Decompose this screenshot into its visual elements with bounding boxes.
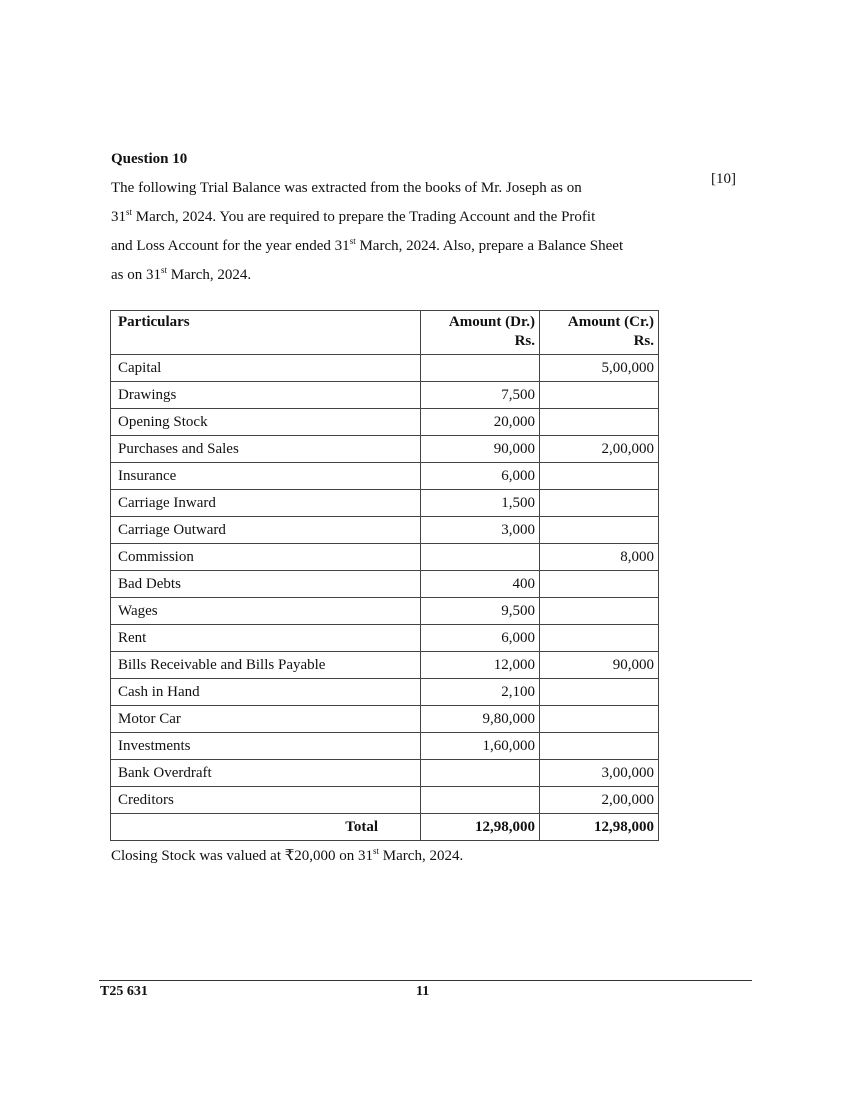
cell-particulars: Carriage Inward: [111, 490, 421, 517]
table-row: [111, 544, 659, 571]
header-amount-cr: Amount (Cr.) Rs.: [540, 311, 659, 355]
cell-particulars: Investments: [111, 733, 421, 760]
cell-amount-cr: [540, 463, 659, 490]
cell-amount-cr: [540, 733, 659, 760]
cell-amount-dr: 6,000: [421, 625, 540, 652]
cell-amount-dr: [421, 760, 540, 787]
cell-particulars: Cash in Hand: [111, 679, 421, 706]
cell-amount-dr: 400: [421, 571, 540, 598]
table-row: [111, 598, 659, 625]
table-row: [111, 787, 659, 814]
cell-amount-dr: 9,500: [421, 598, 540, 625]
table-row: [111, 652, 659, 679]
table-row: [111, 571, 659, 598]
cell-amount-dr: 3,000: [421, 517, 540, 544]
footer-divider: [99, 980, 752, 981]
header-amount-dr: Amount (Dr.) Rs.: [421, 311, 540, 355]
table-row: [111, 517, 659, 544]
question-paragraph: [111, 174, 671, 290]
cell-particulars: Purchases and Sales: [111, 436, 421, 463]
table-header-row: [111, 311, 659, 355]
table-row: [111, 409, 659, 436]
cell-particulars: Drawings: [111, 382, 421, 409]
paper-code: T25 631: [100, 984, 148, 999]
total-label: Total: [111, 814, 421, 841]
cell-amount-cr: 2,00,000: [540, 787, 659, 814]
marks-label: [10]: [711, 171, 736, 187]
para-line: The following Trial Balance was extracted from the books of Mr. Joseph as on: [111, 180, 582, 196]
cell-amount-dr: 1,60,000: [421, 733, 540, 760]
cell-particulars: Wages: [111, 598, 421, 625]
cell-particulars: Motor Car: [111, 706, 421, 733]
table-row: [111, 382, 659, 409]
cell-amount-cr: [540, 382, 659, 409]
cell-particulars: Creditors: [111, 787, 421, 814]
cell-particulars: Bank Overdraft: [111, 760, 421, 787]
cell-amount-dr: 9,80,000: [421, 706, 540, 733]
cell-amount-dr: 90,000: [421, 436, 540, 463]
header-particulars: Particulars: [111, 311, 421, 355]
cell-particulars: Insurance: [111, 463, 421, 490]
table-row: [111, 490, 659, 517]
page-number: 11: [416, 984, 430, 999]
cell-amount-cr: [540, 706, 659, 733]
closing-stock-note: Closing Stock was valued at ₹20,000 on 31st March, 2024.: [111, 846, 464, 864]
cell-amount-dr: 7,500: [421, 382, 540, 409]
table-row: [111, 706, 659, 733]
cell-amount-cr: 3,00,000: [540, 760, 659, 787]
total-dr: 12,98,000: [421, 814, 540, 841]
table-row: [111, 679, 659, 706]
table-row: [111, 436, 659, 463]
para-line: as on 31st March, 2024.: [111, 265, 252, 283]
trial-balance-table: [110, 310, 659, 841]
table-row: [111, 733, 659, 760]
cell-amount-cr: 90,000: [540, 652, 659, 679]
total-row: [111, 814, 659, 841]
cell-particulars: Opening Stock: [111, 409, 421, 436]
table-row: [111, 355, 659, 382]
cell-amount-dr: [421, 355, 540, 382]
cell-amount-dr: 6,000: [421, 463, 540, 490]
cell-amount-dr: 1,500: [421, 490, 540, 517]
total-cr: 12,98,000: [540, 814, 659, 841]
cell-amount-cr: [540, 625, 659, 652]
cell-particulars: Carriage Outward: [111, 517, 421, 544]
cell-amount-dr: [421, 544, 540, 571]
cell-amount-cr: [540, 490, 659, 517]
para-line: 31st March, 2024. You are required to prepare the Trading Account and the Profit: [111, 207, 596, 225]
para-line: and Loss Account for the year ended 31st March, 2024. Also, prepare a Balance Sheet: [111, 236, 624, 254]
cell-particulars: Bills Receivable and Bills Payable: [111, 652, 421, 679]
table-row: [111, 625, 659, 652]
cell-particulars: Bad Debts: [111, 571, 421, 598]
cell-amount-dr: 2,100: [421, 679, 540, 706]
cell-amount-dr: 20,000: [421, 409, 540, 436]
cell-amount-cr: [540, 409, 659, 436]
cell-amount-dr: [421, 787, 540, 814]
cell-amount-cr: 8,000: [540, 544, 659, 571]
cell-amount-cr: [540, 517, 659, 544]
question-title: Question 10: [111, 151, 188, 167]
table-row: [111, 463, 659, 490]
cell-amount-dr: 12,000: [421, 652, 540, 679]
cell-amount-cr: [540, 679, 659, 706]
cell-amount-cr: [540, 571, 659, 598]
cell-amount-cr: [540, 598, 659, 625]
cell-particulars: Rent: [111, 625, 421, 652]
cell-particulars: Capital: [111, 355, 421, 382]
cell-particulars: Commission: [111, 544, 421, 571]
cell-amount-cr: 2,00,000: [540, 436, 659, 463]
cell-amount-cr: 5,00,000: [540, 355, 659, 382]
table-row: [111, 760, 659, 787]
